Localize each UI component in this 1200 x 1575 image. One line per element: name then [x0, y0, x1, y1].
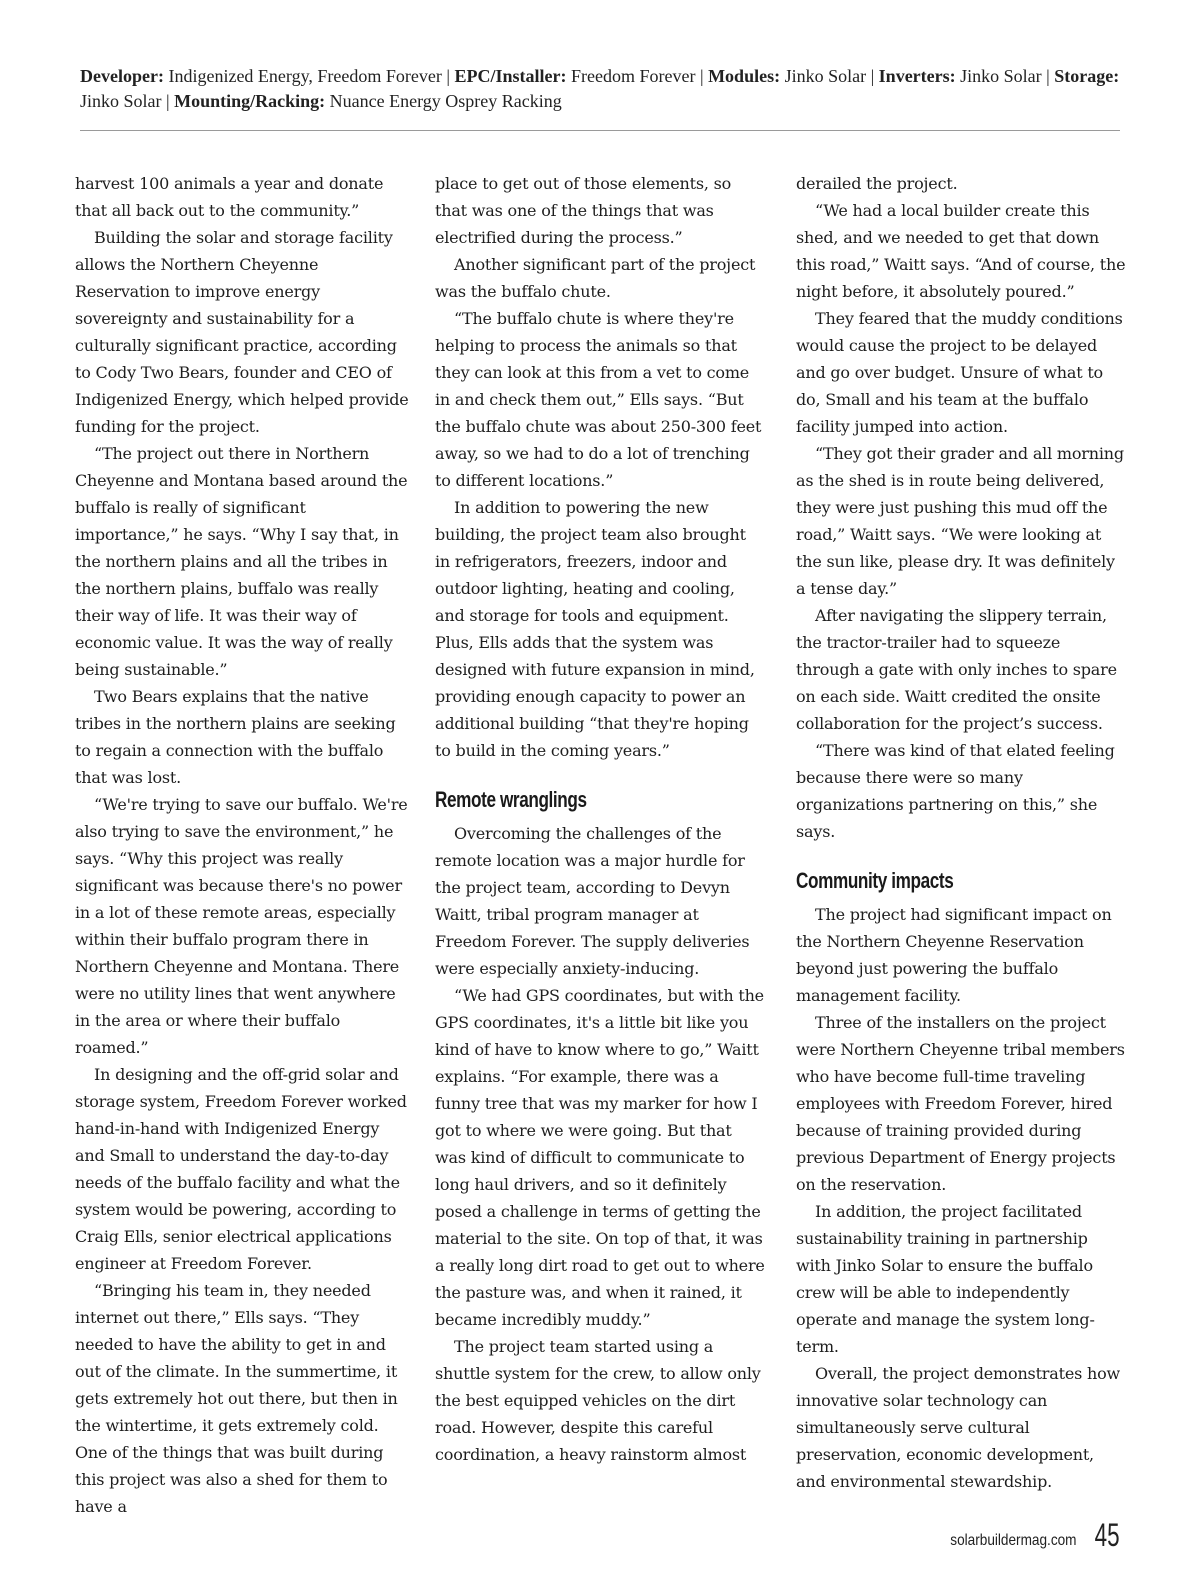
body-paragraph: Three of the installers on the project were Northern Cheyenne tribal members who have become full-time traveling employees with Freedom Forever, hired because of training provided during previous Department of Energy projects on the reservation. — [796, 1013, 1125, 1194]
body-paragraph: “There was kind of that elated feeling because there were so many organizations partnering on this,” she says. — [796, 741, 1115, 841]
body-paragraph: Another significant part of the project was the buffalo chute. — [435, 255, 756, 301]
body-paragraph: Overall, the project demonstrates how innovative solar technology can simultaneously serve cultural preservation, economic development, and environmental stewardship. — [796, 1364, 1121, 1491]
body-paragraph: “We had a local builder create this shed, and we needed to get that down this road,” Waitt says. “And of course, the night before, it absolutely poured.” — [796, 201, 1126, 301]
project-credits — [80, 64, 1120, 114]
credit-label: Inverters: — [878, 66, 956, 86]
header-divider — [80, 130, 1120, 131]
body-paragraph: After navigating the slippery terrain, the tractor-trailer had to squeeze through a gate with only inches to spare on each side. Waitt credited the onsite collaboration for the project’s success. — [796, 606, 1117, 733]
body-paragraph: In designing and the off-grid solar and storage system, Freedom Forever worked hand-in-hand with Indigenized Energy and Small to understand the day-to-day needs of the buffalo facility and what the system would be powering, according to Craig Ells, senior electrical applications engineer at Freedom Forever. — [75, 1065, 407, 1273]
article-column-3 — [796, 170, 1126, 1495]
body-paragraph: “We're trying to save our buffalo. We're also trying to save the environment,” he says. “Why this project was really significant was because there's no power in a lot of these remote areas, especially within their buffalo program there in Northern Cheyenne and Montana. There were no utility lines that went anywhere in the area or where their buffalo roamed.” — [75, 795, 408, 1057]
credit-label: Modules: — [708, 66, 781, 86]
credit-label: Developer: — [80, 66, 164, 86]
section-heading: Community impacts — [796, 868, 954, 893]
credit-value: Jinko Solar | — [780, 66, 879, 86]
credit-value: Jinko Solar | — [955, 66, 1055, 86]
credit-label: Mounting/Racking: — [174, 91, 326, 111]
body-paragraph: “We had GPS coordinates, but with the GPS coordinates, it's a little bit like you kind of have to know where to go,” Waitt explains. “For example, there was a funny tree that was my marker for how I got to where we were going. But that was kind of difficult to communicate to long haul drivers, and so it definitely posed a challenge in terms of getting the material to the site. On top of that, it was a really long dirt road to get out to where the pasture was, and when it rained, it became incredibly muddy.” — [435, 986, 765, 1329]
credit-value: Freedom Forever | — [566, 66, 709, 86]
credit-label: Storage: — [1054, 66, 1120, 86]
footer-url: solarbuildermag.com — [950, 1532, 1077, 1549]
body-paragraph: Overcoming the challenges of the remote location was a major hurdle for the project team, according to Devyn Waitt, tribal program manager at Freedom Forever. The supply deliveries were especially anxiety-inducing. — [435, 824, 750, 978]
body-paragraph: harvest 100 animals a year and donate that all back out to the community.” — [75, 174, 384, 220]
body-paragraph: Building the solar and storage facility allows the Northern Cheyenne Reservation to improve energy sovereignty and sustainability for a culturally significant practice, according to Cody Two Bears, founder and CEO of Indigenized Energy, which helped provide funding for the project. — [75, 228, 409, 436]
body-paragraph: In addition, the project facilitated sustainability training in partnership with Jinko Solar to ensure the buffalo crew will be able to independently operate and manage the system long-term. — [796, 1202, 1095, 1356]
page-number: 45 — [1095, 1517, 1120, 1553]
body-paragraph: “Bringing his team in, they needed internet out there,” Ells says. “They needed to have the ability to get in and out of the climate. In the summertime, it gets extremely hot out there, but then in the wintertime, it gets extremely cold. One of the things that was built during this project was also a shed for them to have a — [75, 1281, 398, 1516]
article-column-2 — [435, 170, 765, 1468]
body-paragraph: In addition to powering the new building, the project team also brought in refrigerators, freezers, indoor and outdoor lighting, heating and cooling, and storage for tools and equipment. Plus, Ells adds that the system was designed with future expansion in mind, providing enough capacity to power an additional building “that they're hoping to build in the coming years.” — [435, 498, 755, 760]
body-paragraph: “The buffalo chute is where they're helping to process the animals so that they can look at this from a vet to come in and check them out,” Ells says. “But the buffalo chute was about 250-300 feet away, so we had to do a lot of trenching to different locations.” — [435, 309, 762, 490]
body-paragraph: They feared that the muddy conditions would cause the project to be delayed and go over budget. Unsure of what to do, Small and his team at the buffalo facility jumped into action. — [796, 309, 1123, 436]
section-heading: Remote wranglings — [435, 787, 587, 812]
credit-value: Indigenized Energy, Freedom Forever | — [163, 66, 455, 86]
article-column-1 — [75, 170, 409, 1520]
page-footer — [928, 1517, 1120, 1553]
body-paragraph: The project team started using a shuttle system for the crew, to allow only the best equipped vehicles on the dirt road. However, despite this careful coordination, a heavy rainstorm almost — [435, 1337, 761, 1464]
credit-value: Nuance Energy Osprey Racking — [325, 91, 562, 111]
body-paragraph: Two Bears explains that the native tribes in the northern plains are seeking to regain a connection with the buffalo that was lost. — [75, 687, 396, 787]
credit-value: Jinko Solar | — [80, 91, 175, 111]
credit-label: EPC/Installer: — [454, 66, 567, 86]
body-paragraph: The project had significant impact on the Northern Cheyenne Reservation beyond just powering the buffalo management facility. — [796, 905, 1112, 1005]
body-paragraph: derailed the project. — [796, 174, 958, 193]
body-paragraph: place to get out of those elements, so that was one of the things that was electrified during the process.” — [435, 174, 732, 247]
body-paragraph: “The project out there in Northern Cheyenne and Montana based around the buffalo is really of significant importance,” he says. “Why I say that, in the northern plains and all the tribes in the northern plains, buffalo was really their way of life. It was their way of economic value. It was the way of really being sustainable.” — [75, 444, 408, 679]
body-paragraph: “They got their grader and all morning as the shed is in route being delivered, they were just pushing this mud off the road,” Waitt says. “We were looking at the sun like, please dry. It was definitely a tense day.” — [796, 444, 1124, 598]
